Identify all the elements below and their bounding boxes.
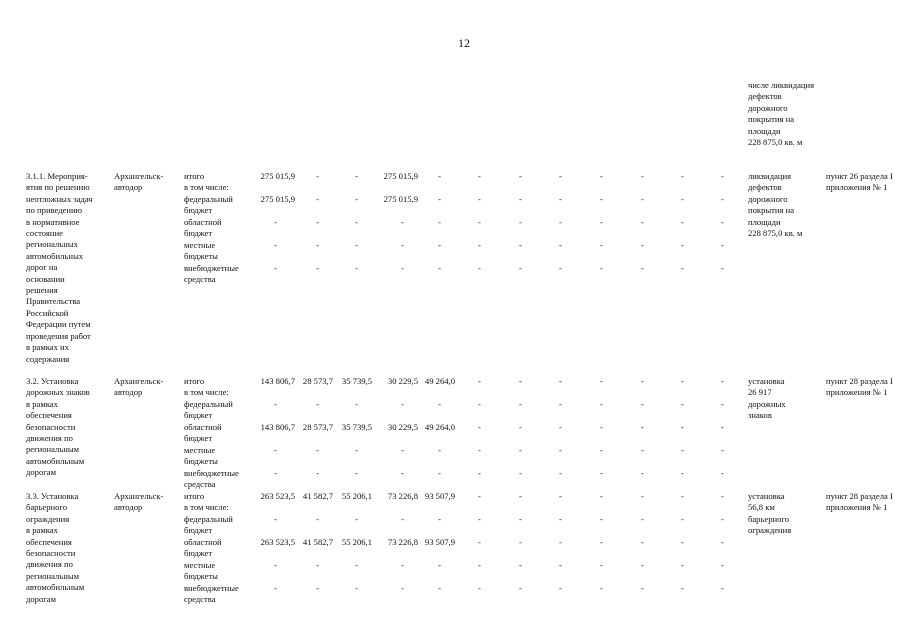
empty-year-value: - [600, 399, 603, 409]
funding-value: 93 507,9 [424, 537, 455, 547]
measure-name: 3.2. Установка дорожных знаков в рамках обеспечения безопасности движения по региональным автомобильным дорогам [26, 376, 90, 478]
empty-year-value: - [600, 583, 603, 593]
empty-year-value: - [681, 583, 684, 593]
empty-year-value: - [519, 468, 522, 478]
funding-value: - [274, 560, 277, 570]
empty-year-value: - [641, 583, 644, 593]
empty-year-value: - [721, 171, 724, 181]
funding-value: 28 573,7 [302, 422, 333, 432]
empty-year-value: - [600, 194, 603, 204]
funding-value: - [401, 445, 404, 455]
funding-value: - [355, 217, 358, 227]
empty-year-value: - [681, 422, 684, 432]
empty-year-value: - [519, 171, 522, 181]
empty-year-value: - [600, 537, 603, 547]
empty-year-value: - [641, 514, 644, 524]
funding-value: 143 806,7 [260, 376, 295, 386]
empty-year-value: - [600, 468, 603, 478]
empty-year-value: - [641, 445, 644, 455]
funding-source-label: итого в том числе: [184, 376, 229, 398]
funding-value: - [401, 583, 404, 593]
empty-year-value: - [559, 514, 562, 524]
empty-year-value: - [478, 560, 481, 570]
empty-year-value: - [721, 514, 724, 524]
empty-year-value: - [600, 445, 603, 455]
empty-year-value: - [600, 491, 603, 501]
funding-value: 55 206,1 [341, 491, 372, 501]
funding-value: - [438, 399, 441, 409]
funding-value: 263 523,5 [260, 537, 295, 547]
funding-value: - [438, 194, 441, 204]
empty-year-value: - [559, 171, 562, 181]
funding-value: - [438, 560, 441, 570]
empty-year-value: - [478, 376, 481, 386]
funding-value: - [355, 468, 358, 478]
empty-year-value: - [559, 537, 562, 547]
empty-year-value: - [721, 445, 724, 455]
measure-name: 3.1.1. Мероприя- ятия по решению неотложных задач по приведению в нормативное состояние региональных автомобильных дорог на основании решения Правительства Российской Федерации путем проведения работ в рамках их содержания [26, 171, 93, 364]
funding-value: - [355, 194, 358, 204]
empty-year-value: - [559, 263, 562, 273]
empty-year-value: - [641, 194, 644, 204]
executor: Архангельск- автодор [114, 491, 164, 513]
empty-year-value: - [519, 560, 522, 570]
funding-value: - [401, 217, 404, 227]
empty-year-value: - [721, 560, 724, 570]
empty-year-value: - [519, 422, 522, 432]
executor: Архангельск- автодор [114, 171, 164, 193]
empty-year-value: - [681, 376, 684, 386]
empty-year-value: - [641, 560, 644, 570]
funding-source-label: местные бюджеты [184, 240, 218, 262]
funding-value: 28 573,7 [302, 376, 333, 386]
funding-value: 275 015,9 [260, 171, 295, 181]
empty-year-value: - [681, 263, 684, 273]
empty-year-value: - [478, 583, 481, 593]
empty-year-value: - [641, 491, 644, 501]
empty-year-value: - [721, 263, 724, 273]
funding-source-label: областной бюджет [184, 537, 222, 559]
empty-year-value: - [478, 263, 481, 273]
funding-value: - [274, 583, 277, 593]
funding-value: - [401, 560, 404, 570]
empty-year-value: - [478, 240, 481, 250]
funding-value: - [316, 560, 319, 570]
funding-value: 49 264,0 [424, 376, 455, 386]
empty-year-value: - [641, 422, 644, 432]
empty-year-value: - [600, 240, 603, 250]
empty-year-value: - [641, 537, 644, 547]
empty-year-value: - [478, 468, 481, 478]
empty-year-value: - [600, 217, 603, 227]
empty-year-value: - [559, 399, 562, 409]
empty-year-value: - [519, 537, 522, 547]
funding-value: - [355, 583, 358, 593]
funding-value: - [401, 514, 404, 524]
funding-source-label: федеральный бюджет [184, 514, 233, 536]
empty-year-value: - [600, 171, 603, 181]
funding-value: - [355, 171, 358, 181]
empty-year-value: - [519, 376, 522, 386]
funding-value: - [316, 468, 319, 478]
empty-year-value: - [519, 583, 522, 593]
funding-value: 93 507,9 [424, 491, 455, 501]
funding-value: 35 739,5 [341, 422, 372, 432]
funding-value: - [274, 399, 277, 409]
empty-year-value: - [478, 422, 481, 432]
empty-year-value: - [681, 240, 684, 250]
empty-year-value: - [519, 445, 522, 455]
funding-value: 73 226,8 [387, 537, 418, 547]
expected-result: установка 26 917 дорожных знаков [748, 376, 786, 421]
funding-value: - [401, 468, 404, 478]
empty-year-value: - [681, 217, 684, 227]
empty-year-value: - [681, 171, 684, 181]
empty-year-value: - [600, 560, 603, 570]
funding-value: - [401, 399, 404, 409]
empty-year-value: - [721, 376, 724, 386]
empty-year-value: - [519, 217, 522, 227]
empty-year-value: - [559, 376, 562, 386]
empty-year-value: - [559, 217, 562, 227]
funding-value: - [316, 240, 319, 250]
empty-year-value: - [721, 422, 724, 432]
empty-year-value: - [600, 263, 603, 273]
expected-result: установка 56,8 км барьерного ограждения [748, 491, 792, 536]
funding-source-label: итого в том числе: [184, 491, 229, 513]
empty-year-value: - [478, 399, 481, 409]
empty-year-value: - [721, 537, 724, 547]
empty-year-value: - [559, 560, 562, 570]
funding-source-label: итого в том числе: [184, 171, 229, 193]
empty-year-value: - [559, 468, 562, 478]
empty-year-value: - [519, 399, 522, 409]
funding-value: - [355, 560, 358, 570]
empty-year-value: - [721, 217, 724, 227]
empty-year-value: - [519, 194, 522, 204]
funding-value: - [274, 514, 277, 524]
funding-source-label: областной бюджет [184, 217, 222, 239]
funding-value: 55 206,1 [341, 537, 372, 547]
empty-year-value: - [721, 194, 724, 204]
empty-year-value: - [641, 263, 644, 273]
empty-year-value: - [681, 445, 684, 455]
empty-year-value: - [721, 240, 724, 250]
empty-year-value: - [641, 240, 644, 250]
funding-value: - [274, 445, 277, 455]
funding-value: - [316, 217, 319, 227]
expected-result: ликвидация дефектов дорожного покрытия на площади 228 875,0 кв. м [748, 171, 803, 239]
empty-year-value: - [519, 491, 522, 501]
empty-year-value: - [681, 537, 684, 547]
funding-source-label: внебюджетные средства [184, 263, 239, 285]
funding-value: 73 226,8 [387, 491, 418, 501]
funding-value: - [316, 445, 319, 455]
funding-value: - [316, 583, 319, 593]
empty-year-value: - [681, 194, 684, 204]
funding-value: - [438, 468, 441, 478]
funding-value: - [316, 194, 319, 204]
target-indicator-link: пункт 28 раздела I приложения № 1 [826, 491, 893, 513]
empty-year-value: - [600, 422, 603, 432]
funding-value: 275 015,9 [260, 194, 295, 204]
funding-value: - [401, 263, 404, 273]
funding-value: 275 015,9 [383, 194, 418, 204]
funding-value: 275 015,9 [383, 171, 418, 181]
funding-value: 30 229,5 [387, 376, 418, 386]
funding-value: - [316, 263, 319, 273]
funding-value: - [355, 263, 358, 273]
empty-year-value: - [559, 422, 562, 432]
empty-year-value: - [721, 468, 724, 478]
empty-year-value: - [478, 514, 481, 524]
empty-year-value: - [600, 514, 603, 524]
empty-year-value: - [681, 399, 684, 409]
empty-year-value: - [519, 514, 522, 524]
funding-value: - [274, 240, 277, 250]
funding-value: - [355, 399, 358, 409]
empty-year-value: - [641, 171, 644, 181]
funding-value: - [438, 217, 441, 227]
target-indicator-link: пункт 28 раздела I приложения № 1 [826, 376, 893, 398]
carryover-result-text: числе ликвидация дефектов дорожного покрытия на площади 228 875,0 кв. м [748, 80, 815, 148]
empty-year-value: - [559, 583, 562, 593]
empty-year-value: - [478, 171, 481, 181]
funding-value: - [438, 171, 441, 181]
funding-value: 263 523,5 [260, 491, 295, 501]
empty-year-value: - [721, 491, 724, 501]
funding-value: - [438, 445, 441, 455]
empty-year-value: - [681, 468, 684, 478]
funding-value: 41 582,7 [302, 537, 333, 547]
funding-value: 49 264,0 [424, 422, 455, 432]
funding-value: - [274, 468, 277, 478]
funding-source-label: внебюджетные средства [184, 583, 239, 605]
empty-year-value: - [600, 376, 603, 386]
funding-value: - [316, 171, 319, 181]
funding-source-label: местные бюджеты [184, 560, 218, 582]
funding-value: - [316, 514, 319, 524]
empty-year-value: - [641, 376, 644, 386]
empty-year-value: - [519, 240, 522, 250]
funding-value: 35 739,5 [341, 376, 372, 386]
empty-year-value: - [559, 445, 562, 455]
empty-year-value: - [559, 194, 562, 204]
empty-year-value: - [681, 560, 684, 570]
funding-value: - [438, 263, 441, 273]
funding-source-label: федеральный бюджет [184, 399, 233, 421]
funding-value: - [355, 514, 358, 524]
funding-source-label: федеральный бюджет [184, 194, 233, 216]
empty-year-value: - [721, 399, 724, 409]
empty-year-value: - [519, 263, 522, 273]
funding-source-label: областной бюджет [184, 422, 222, 444]
empty-year-value: - [681, 514, 684, 524]
funding-value: - [355, 445, 358, 455]
funding-value: - [438, 240, 441, 250]
target-indicator-link: пункт 26 раздела I приложения № 1 [826, 171, 893, 193]
funding-value: - [316, 399, 319, 409]
empty-year-value: - [478, 537, 481, 547]
measure-name: 3.3. Установка барьерного ограждения в рамках обеспечения безопасности движения по региональным автомобильным дорогам [26, 491, 85, 604]
funding-value: - [274, 217, 277, 227]
funding-source-label: внебюджетные средства [184, 468, 239, 490]
empty-year-value: - [641, 468, 644, 478]
funding-value: 41 582,7 [302, 491, 333, 501]
funding-value: 30 229,5 [387, 422, 418, 432]
funding-value: 143 806,7 [260, 422, 295, 432]
funding-value: - [355, 240, 358, 250]
funding-source-label: местные бюджеты [184, 445, 218, 467]
funding-value: - [401, 240, 404, 250]
empty-year-value: - [478, 445, 481, 455]
empty-year-value: - [478, 217, 481, 227]
empty-year-value: - [478, 194, 481, 204]
empty-year-value: - [478, 491, 481, 501]
empty-year-value: - [559, 240, 562, 250]
empty-year-value: - [681, 491, 684, 501]
empty-year-value: - [641, 399, 644, 409]
empty-year-value: - [721, 583, 724, 593]
empty-year-value: - [559, 491, 562, 501]
executor: Архангельск- автодор [114, 376, 164, 398]
funding-value: - [274, 263, 277, 273]
funding-value: - [438, 514, 441, 524]
funding-value: - [438, 583, 441, 593]
page-number: 12 [458, 36, 470, 50]
empty-year-value: - [641, 217, 644, 227]
